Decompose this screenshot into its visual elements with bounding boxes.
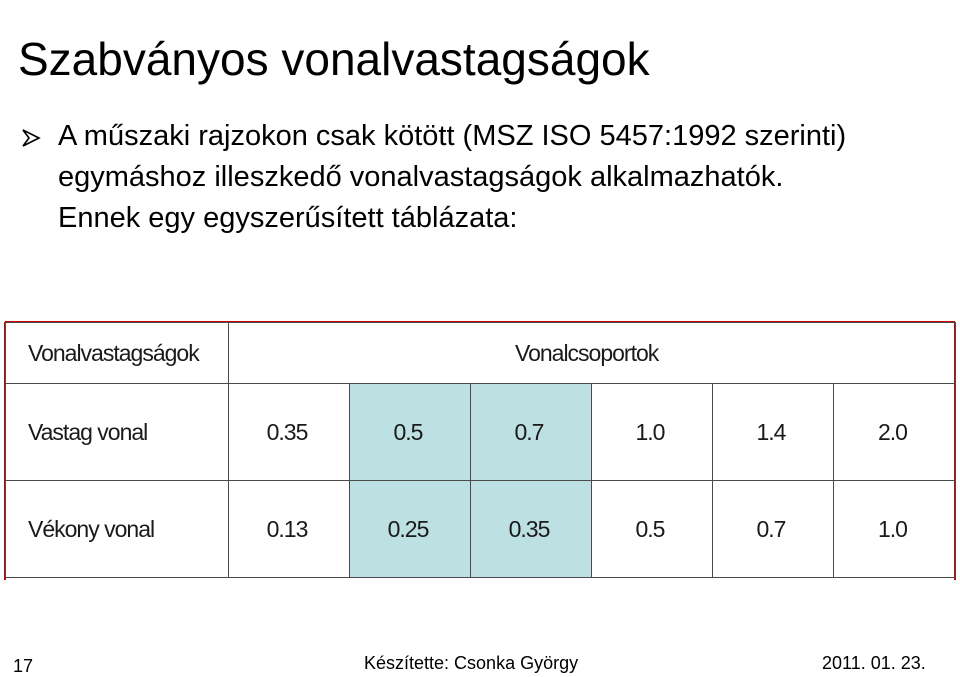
row-header-cell: Vonalvastagságok (6, 323, 229, 384)
row-label: Vastag vonal (6, 384, 229, 481)
row-label: Vékony vonal (6, 481, 229, 578)
table-header-row (6, 323, 956, 384)
group-header-cell: Vonalcsoportok (229, 323, 956, 384)
table-cell: 2.0 (834, 384, 956, 481)
table-cell-highlighted: 0.25 (350, 481, 471, 578)
table-cell: 0.13 (229, 481, 350, 578)
bullet-text: A műszaki rajzokon csak kötött (MSZ ISO 5457:1992 szerinti) egymáshoz illeszkedő vonalvastagságok alkalmazhatók. Ennek egy egyszerűsített táblázata: (58, 120, 847, 234)
table-cell: 0.5 (592, 481, 713, 578)
table-row (6, 384, 956, 481)
table-cell: 0.35 (229, 384, 350, 481)
arrow-bullet-icon (20, 116, 58, 239)
table-cell: 1.4 (713, 384, 834, 481)
table-cell-highlighted: 0.5 (350, 384, 471, 481)
table-cell: 1.0 (592, 384, 713, 481)
page-number: 17 (13, 656, 34, 676)
footer-date: 2011. 01. 23. (822, 653, 926, 673)
table-cell: 1.0 (834, 481, 956, 578)
table-cell-highlighted: 0.35 (471, 481, 592, 578)
table-cell-highlighted: 0.7 (471, 384, 592, 481)
table-cell: 0.7 (713, 481, 834, 578)
bullet-point (20, 116, 860, 239)
line-thickness-table (5, 322, 956, 578)
slide-title: Szabványos vonalvastagságok (18, 32, 650, 85)
footer-author: Készítette: Csonka György (364, 653, 579, 673)
table-row (6, 481, 956, 578)
